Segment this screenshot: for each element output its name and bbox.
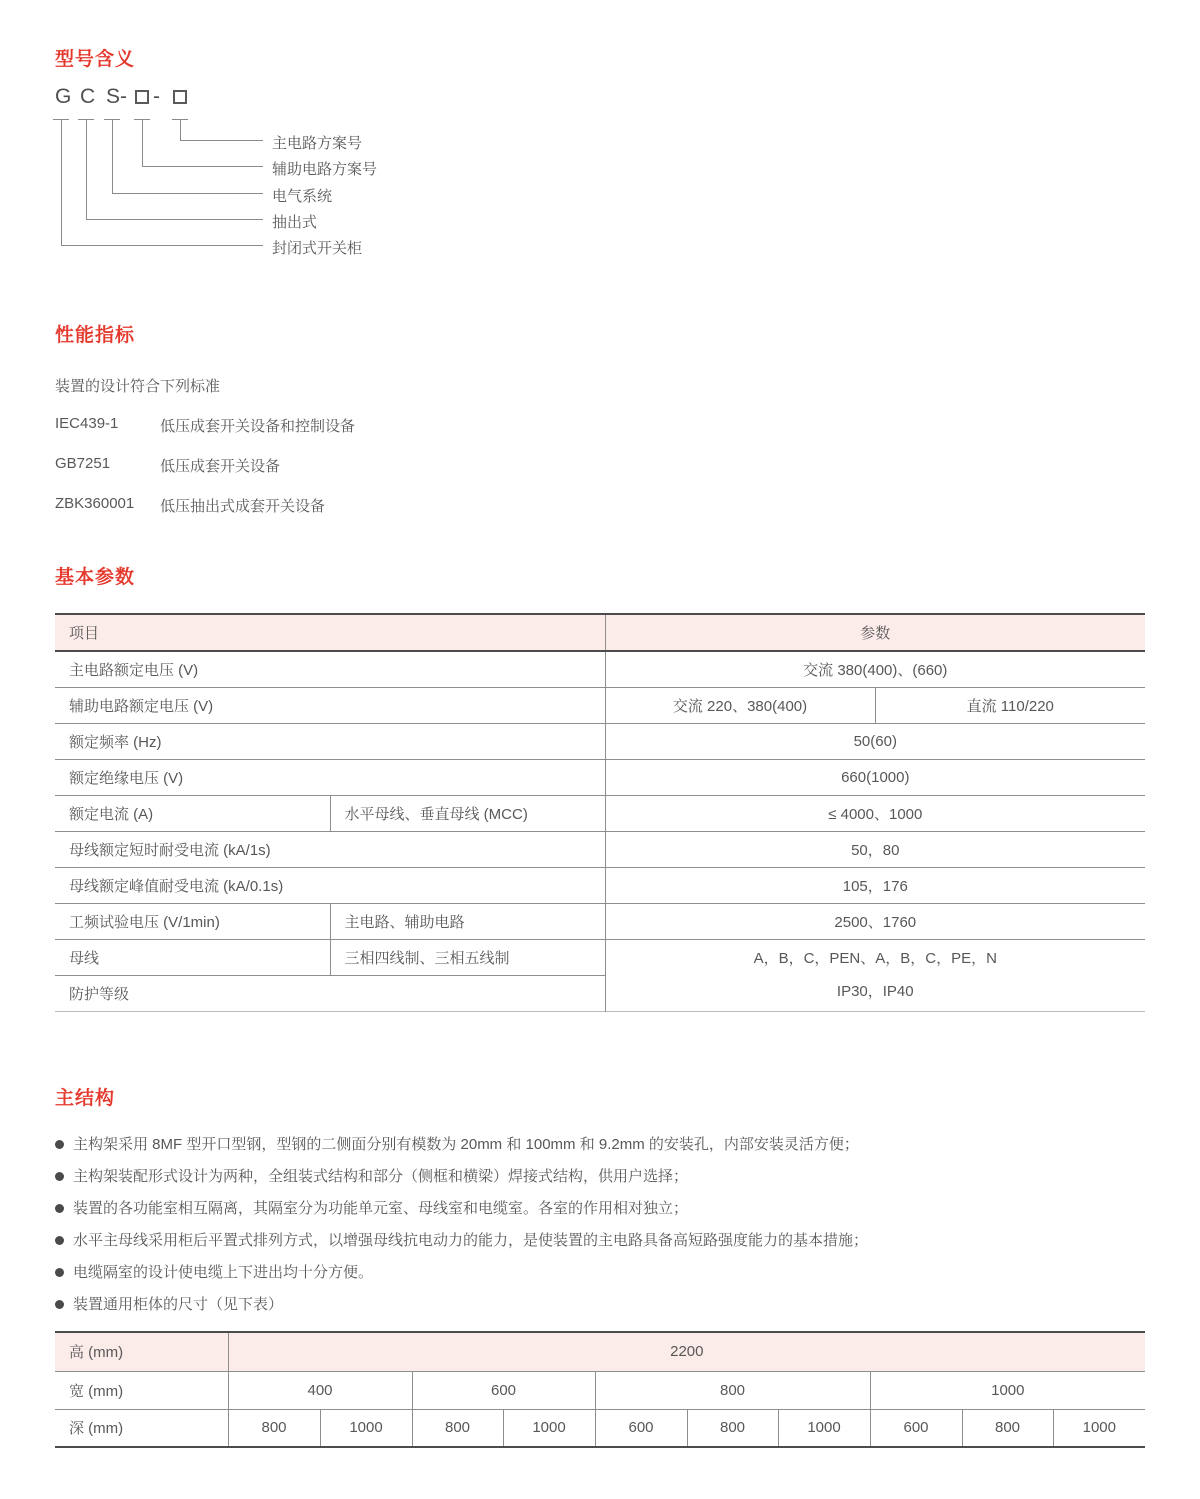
placeholder-box-icon — [135, 90, 149, 104]
model-code-dash: - — [120, 85, 127, 108]
standard-row — [55, 415, 1145, 436]
standard-code: ZBK360001 — [55, 495, 135, 512]
param-value: A，B，C，PEN、A，B，C，PE，N — [753, 950, 997, 967]
param-value: 2500、1760 — [605, 903, 1145, 939]
structure-bullet-list — [55, 1136, 1145, 1314]
dim-width-value: 400 — [228, 1371, 412, 1409]
param-value: ≤ 4000、1000 — [605, 795, 1145, 831]
merged-value-cell — [605, 939, 1145, 1011]
param-label: 辅助电路额定电压 (V) — [55, 687, 605, 723]
list-item — [55, 1264, 1145, 1282]
main-structure-section — [55, 1083, 1145, 1328]
bullet-text: 水平主母线采用柜后平置式排列方式，以增强母线抗电动力的能力，是使装置的主电路具备高短路强度能力的基本措施； — [73, 1232, 869, 1249]
table-row-depth — [55, 1409, 1145, 1447]
bullet-icon — [55, 1172, 64, 1181]
leader-line — [61, 119, 263, 246]
table-row — [55, 687, 1145, 723]
dim-depth-value: 1000 — [1053, 1409, 1145, 1447]
table-row — [55, 831, 1145, 867]
dim-depth-value: 800 — [412, 1409, 503, 1447]
bullet-text: 主构架采用 8MF 型开口型钢，型钢的二侧面分别有模数为 20mm 和 100mm 和 9.2mm 的安装孔，内部安装灵活方便； — [73, 1136, 859, 1153]
table-row — [55, 903, 1145, 939]
param-value: 105，176 — [605, 867, 1145, 903]
bullet-text: 装置的各功能室相互隔离，其隔室分为功能单元室、母线室和电缆室。各室的作用相对独立； — [73, 1200, 689, 1217]
table-row-height — [55, 1332, 1145, 1371]
table-row — [55, 723, 1145, 759]
model-code-letter-g: G — [55, 85, 72, 108]
dim-width-value: 600 — [412, 1371, 595, 1409]
table-row — [55, 939, 1145, 975]
table-header-row — [55, 614, 1145, 651]
list-item — [55, 1136, 1145, 1154]
placeholder-box-icon — [173, 90, 187, 104]
bullet-text: 装置通用柜体的尺寸（见下表） — [73, 1296, 284, 1313]
table-row-width — [55, 1371, 1145, 1409]
table-row — [55, 651, 1145, 687]
dim-depth-value: 800 — [228, 1409, 320, 1447]
bullet-icon — [55, 1140, 64, 1149]
model-meaning-title: 型号含义 — [55, 49, 136, 70]
model-code-letter-s: S — [106, 85, 121, 108]
dim-label-width: 宽 (mm) — [55, 1371, 228, 1409]
model-code-letter-c: C — [80, 85, 96, 108]
standard-row — [55, 455, 1145, 476]
list-item — [55, 1296, 1145, 1314]
param-value: 50，80 — [605, 831, 1145, 867]
basic-params-section — [55, 562, 1145, 1012]
param-value-ac: 交流 220、380(400) — [605, 687, 875, 723]
table-row — [55, 759, 1145, 795]
list-item — [55, 1168, 1145, 1186]
bullet-icon — [55, 1268, 64, 1277]
param-label: 母线额定短时耐受电流 (kA/1s) — [55, 831, 605, 867]
performance-intro: 装置的设计符合下列标准 — [55, 378, 221, 395]
param-label: 防护等级 — [55, 975, 605, 1011]
list-item — [55, 1200, 1145, 1218]
param-label: 额定绝缘电压 (V) — [55, 759, 605, 795]
bullet-icon — [55, 1236, 64, 1245]
table-row — [55, 867, 1145, 903]
performance-section — [55, 320, 1145, 516]
column-header-item: 项目 — [55, 614, 605, 651]
param-label: 母线 — [55, 939, 330, 975]
bullet-icon — [55, 1204, 64, 1213]
basic-params-title: 基本参数 — [55, 567, 136, 588]
param-value: IP30，IP40 — [836, 982, 914, 1000]
dim-depth-value: 600 — [595, 1409, 687, 1447]
standard-desc: 低压成套开关设备和控制设备 — [160, 418, 356, 435]
dim-depth-value: 1000 — [320, 1409, 412, 1447]
param-sublabel: 水平母线、垂直母线 (MCC) — [330, 795, 605, 831]
dim-depth-value: 1000 — [778, 1409, 870, 1447]
column-header-param: 参数 — [605, 614, 1145, 651]
bullet-text: 电缆隔室的设计使电缆上下进出均十分方便。 — [73, 1264, 374, 1281]
standard-row — [55, 495, 1145, 516]
cabinet-dimensions-section — [55, 1331, 1145, 1448]
model-label-elec-system: 电气系统 — [272, 188, 333, 205]
basic-params-table — [55, 613, 1145, 1012]
main-structure-title: 主结构 — [55, 1088, 116, 1109]
model-code-diagram — [55, 85, 1145, 310]
standard-desc: 低压抽出式成套开关设备 — [160, 498, 326, 515]
param-label: 额定电流 (A) — [55, 795, 330, 831]
dim-depth-value: 1000 — [503, 1409, 595, 1447]
param-value: 交流 380(400)、(660) — [605, 651, 1145, 687]
list-item — [55, 1232, 1145, 1250]
param-label: 母线额定峰值耐受电流 (kA/0.1s) — [55, 867, 605, 903]
dim-depth-value: 600 — [870, 1409, 962, 1447]
model-label-drawout: 抽出式 — [272, 214, 318, 231]
dim-label-depth: 深 (mm) — [55, 1409, 228, 1447]
bullet-icon — [55, 1300, 64, 1309]
param-value-dc: 直流 110/220 — [875, 687, 1145, 723]
standard-code: IEC439-1 — [55, 415, 119, 432]
param-label: 额定频率 (Hz) — [55, 723, 605, 759]
model-meaning-section — [55, 44, 1145, 310]
param-sublabel: 主电路、辅助电路 — [330, 903, 605, 939]
model-label-enclosed-cabinet: 封闭式开关柜 — [272, 240, 363, 257]
param-value: 660(1000) — [605, 759, 1145, 795]
table-row — [55, 795, 1145, 831]
dim-label-height: 高 (mm) — [55, 1332, 228, 1371]
model-label-aux-circuit: 辅助电路方案号 — [272, 161, 378, 178]
dim-depth-value: 800 — [687, 1409, 778, 1447]
standard-code: GB7251 — [55, 455, 111, 472]
standard-desc: 低压成套开关设备 — [160, 458, 281, 475]
cabinet-dimensions-table — [55, 1331, 1145, 1448]
dim-depth-value: 800 — [962, 1409, 1053, 1447]
param-value: 50(60) — [605, 723, 1145, 759]
bullet-text: 主构架装配形式设计为两种，全组装式结构和部分（侧框和横梁）焊接式结构，供用户选择； — [73, 1168, 689, 1185]
param-sublabel: 三相四线制、三相五线制 — [330, 939, 605, 975]
model-label-main-circuit: 主电路方案号 — [272, 135, 363, 152]
dim-height-value: 2200 — [228, 1332, 1145, 1371]
model-code-dash: - — [153, 85, 160, 108]
param-label: 工频试验电压 (V/1min) — [55, 903, 330, 939]
dim-width-value: 1000 — [870, 1371, 1145, 1409]
dim-width-value: 800 — [595, 1371, 870, 1409]
performance-title: 性能指标 — [55, 325, 136, 346]
param-label: 主电路额定电压 (V) — [69, 661, 199, 679]
